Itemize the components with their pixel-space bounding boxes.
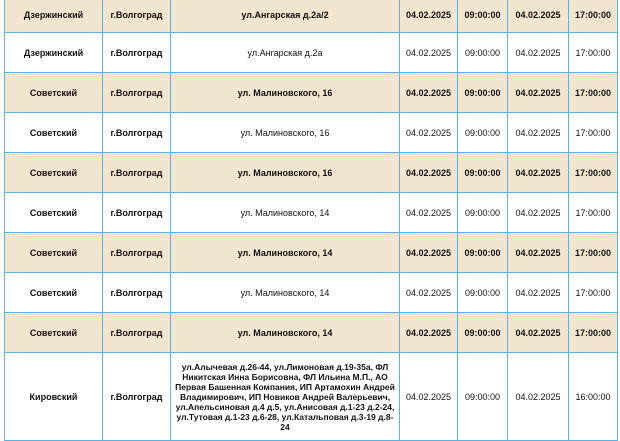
end-time-cell: 17:00:00	[569, 233, 618, 273]
district-cell: Дзержинский	[5, 33, 103, 73]
district-cell: Кировский	[5, 353, 103, 441]
end-date-cell: 04.02.2025	[508, 33, 569, 73]
end-date-cell: 04.02.2025	[508, 0, 569, 33]
start-time-cell: 09:00:00	[458, 153, 508, 193]
table-row	[5, 273, 618, 313]
table-row	[5, 0, 618, 33]
end-time-cell: 17:00:00	[569, 193, 618, 233]
start-date-cell: 04.02.2025	[400, 113, 458, 153]
start-time-cell: 09:00:00	[458, 113, 508, 153]
city-cell: г.Волгоград	[103, 0, 171, 33]
start-time-cell: 09:00:00	[458, 353, 508, 441]
address-cell: ул. Малиновского, 16	[171, 113, 400, 153]
city-cell: г.Волгоград	[103, 113, 171, 153]
city-cell: г.Волгоград	[103, 313, 171, 353]
district-cell: Дзержинский	[5, 0, 103, 33]
start-time-cell: 09:00:00	[458, 233, 508, 273]
address-cell: ул. Малиновского, 16	[171, 153, 400, 193]
city-cell: г.Волгоград	[103, 73, 171, 113]
address-cell: ул. Малиновского, 16	[171, 73, 400, 113]
address-cell: ул. Малиновского, 14	[171, 313, 400, 353]
district-cell: Советский	[5, 233, 103, 273]
table-row	[5, 33, 618, 73]
table-row	[5, 233, 618, 273]
outage-schedule-table	[4, 0, 618, 441]
start-time-cell: 09:00:00	[458, 193, 508, 233]
end-time-cell: 17:00:00	[569, 73, 618, 113]
city-cell: г.Волгоград	[103, 233, 171, 273]
start-time-cell: 09:00:00	[458, 0, 508, 33]
table-row	[5, 73, 618, 113]
city-cell: г.Волгоград	[103, 33, 171, 73]
table-row	[5, 153, 618, 193]
end-date-cell: 04.02.2025	[508, 153, 569, 193]
start-date-cell: 04.02.2025	[400, 0, 458, 33]
table-body	[5, 0, 618, 441]
start-time-cell: 09:00:00	[458, 273, 508, 313]
end-date-cell: 04.02.2025	[508, 313, 569, 353]
start-date-cell: 04.02.2025	[400, 73, 458, 113]
end-date-cell: 04.02.2025	[508, 233, 569, 273]
start-time-cell: 09:00:00	[458, 33, 508, 73]
end-time-cell: 17:00:00	[569, 113, 618, 153]
table-row	[5, 193, 618, 233]
address-cell: ул. Малиновского, 14	[171, 193, 400, 233]
end-date-cell: 04.02.2025	[508, 113, 569, 153]
end-date-cell: 04.02.2025	[508, 353, 569, 441]
end-time-cell: 17:00:00	[569, 313, 618, 353]
address-cell: ул.Ангарская д.2а/2	[171, 0, 400, 33]
end-time-cell: 17:00:00	[569, 0, 618, 33]
start-time-cell: 09:00:00	[458, 313, 508, 353]
end-date-cell: 04.02.2025	[508, 273, 569, 313]
start-date-cell: 04.02.2025	[400, 313, 458, 353]
city-cell: г.Волгоград	[103, 353, 171, 441]
district-cell: Советский	[5, 73, 103, 113]
table-row	[5, 313, 618, 353]
table-row	[5, 113, 618, 153]
city-cell: г.Волгоград	[103, 273, 171, 313]
end-time-cell: 17:00:00	[569, 273, 618, 313]
start-date-cell: 04.02.2025	[400, 353, 458, 441]
district-cell: Советский	[5, 113, 103, 153]
end-date-cell: 04.02.2025	[508, 73, 569, 113]
end-date-cell: 04.02.2025	[508, 193, 569, 233]
start-date-cell: 04.02.2025	[400, 193, 458, 233]
start-time-cell: 09:00:00	[458, 73, 508, 113]
start-date-cell: 04.02.2025	[400, 233, 458, 273]
start-date-cell: 04.02.2025	[400, 33, 458, 73]
end-time-cell: 17:00:00	[569, 33, 618, 73]
end-time-cell: 17:00:00	[569, 153, 618, 193]
district-cell: Советский	[5, 153, 103, 193]
district-cell: Советский	[5, 313, 103, 353]
start-date-cell: 04.02.2025	[400, 273, 458, 313]
start-date-cell: 04.02.2025	[400, 153, 458, 193]
address-cell: ул.Алычевая д.26-44, ул.Лимоновая д.19-35а, ФЛ Никитская Инна Борисовна, ФЛ Ильина М.П., АО Первая Башенная Компания, ИП Артамохин Андрей Владимирович, ИП Новиков Андрей Валерьевич, ул.Апельсиновая д.4 д.5, ул.Анисовая д.1-23 д.2-24, ул.Тутовая д.1-23 д.6-28, ул.Катальповая д.3-19 д.8-24	[171, 353, 400, 441]
city-cell: г.Волгоград	[103, 193, 171, 233]
address-cell: ул. Малиновского, 14	[171, 273, 400, 313]
address-cell: ул. Малиновского, 14	[171, 233, 400, 273]
address-cell: ул.Ангарская д.2а	[171, 33, 400, 73]
district-cell: Советский	[5, 273, 103, 313]
end-time-cell: 16:00:00	[569, 353, 618, 441]
table-row	[5, 353, 618, 441]
district-cell: Советский	[5, 193, 103, 233]
city-cell: г.Волгоград	[103, 153, 171, 193]
